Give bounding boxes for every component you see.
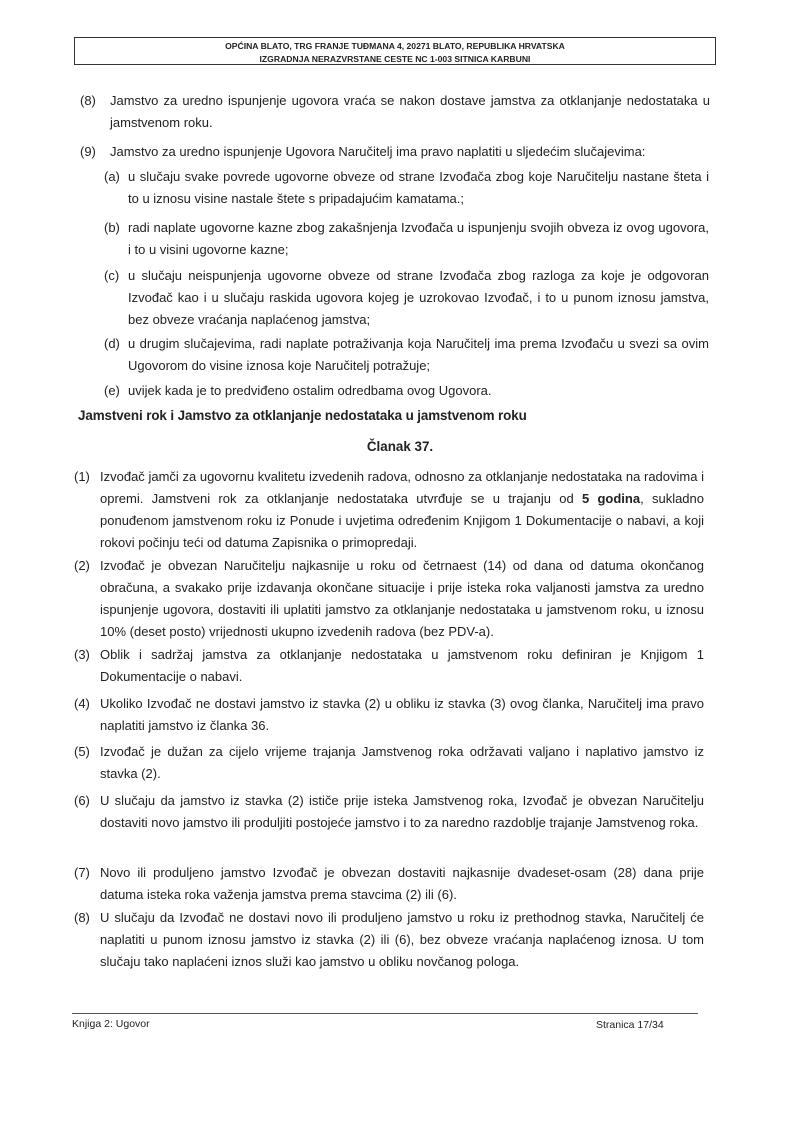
item-text: U slučaju da Izvođač ne dostavi novo ili produljeno jamstvo u roku iz prethodnog stavka, Naručitelj će naplatiti u punom iznosu jamstvo iz stavka (2) ili (6), bez obveze vraćanja naplaćenog iznosa. U tom slučaju tako naplaćeni iznos služi kao jamstvo u obliku novčanog pologa. bbox=[100, 910, 704, 969]
item-number: (1) bbox=[74, 469, 90, 484]
sub-list-item bbox=[104, 217, 709, 261]
list-item bbox=[74, 907, 704, 973]
sub-list-item bbox=[104, 333, 709, 377]
item-text: Ukoliko Izvođač ne dostavi jamstvo iz stavka (2) u obliku iz stavka (3) ovog članka, Naručitelj ima pravo naplatiti jamstvo iz članka 36. bbox=[100, 696, 704, 733]
item-number: (8) bbox=[74, 910, 90, 925]
document-header bbox=[74, 37, 716, 65]
sub-list-item bbox=[104, 380, 709, 402]
sub-item-text: radi naplate ugovorne kazne zbog zakašnjenja Izvođača u ispunjenju svojih obveza iz ovog ugovora, i to u visini ugovorne kazne; bbox=[128, 220, 709, 257]
item-number: (5) bbox=[74, 744, 90, 759]
footer-page-number: Stranica 17/34 bbox=[596, 1019, 664, 1031]
item-number: (8) bbox=[80, 93, 96, 108]
sub-item-letter: (e) bbox=[104, 383, 120, 398]
item-text: U slučaju da jamstvo iz stavka (2) ističe prije isteka Jamstvenog roka, Izvođač je obvezan Naručitelju dostaviti novo jamstvo ili produljiti postojeće jamstvo i to za naredno razdoblje trajanje Jamstvenog roka. bbox=[100, 793, 704, 830]
item-text: Oblik i sadržaj jamstva za otklanjanje nedostataka u jamstvenom roku definiran je Knjigom 1 Dokumentacije o nabavi. bbox=[100, 647, 704, 684]
list-item bbox=[74, 466, 704, 554]
item-text-part: , sukladno ponuđenom jamstvenom roku iz Ponude i uvjetima određenim Knjigom 1 Dokumentacije o nabavi, a koji rokovi počinju teći od datuma Zapisnika o primopredaji. bbox=[100, 491, 705, 550]
item-text: Jamstvo za uredno ispunjenje Ugovora Naručitelj ima pravo naplatiti u sljedećim slučajevima: bbox=[110, 144, 646, 159]
sub-list-item bbox=[104, 265, 709, 331]
item-text: Izvođač je dužan za cijelo vrijeme trajanja Jamstvenog roka održavati valjano i naplativo jamstvo iz stavka (2). bbox=[100, 744, 704, 781]
sub-list-item bbox=[104, 166, 709, 210]
item-number: (4) bbox=[74, 696, 90, 711]
sub-item-text: u slučaju svake povrede ugovorne obveze od strane Izvođača zbog koje Naručitelju nastane šteta i to u iznosu visine nastale štete s pripadajućim kamatama.; bbox=[128, 169, 709, 206]
list-item bbox=[80, 90, 710, 134]
item-number: (2) bbox=[74, 558, 90, 573]
sub-item-text: uvijek kada je to predviđeno ostalim odredbama ovog Ugovora. bbox=[128, 383, 492, 398]
section-heading: Jamstveni rok i Jamstvo za otklanjanje nedostataka u jamstvenom roku bbox=[78, 408, 527, 423]
article-title: Članak 37. bbox=[366, 439, 434, 454]
header-line-2: IZGRADNJA NERAZVRSTANE CESTE NC 1-003 SITNICA KARBUNI bbox=[259, 54, 531, 64]
item-text: Jamstvo za uredno ispunjenje ugovora vraća se nakon dostave jamstva za otklanjanje nedostataka u jamstvenom roku. bbox=[110, 93, 710, 130]
item-number: (7) bbox=[74, 865, 90, 880]
list-item bbox=[74, 790, 704, 834]
item-number: (6) bbox=[74, 793, 90, 808]
item-text: Novo ili produljeno jamstvo Izvođač je obvezan dostaviti najkasnije dvadeset-osam (28) dana prije datuma isteka roka važenja jamstva prema stavcima (2) ili (6). bbox=[100, 865, 704, 902]
sub-item-text: u slučaju neispunjenja ugovorne obveze od strane Izvođača zbog razloga za koje je odgovoran Izvođač kao i u slučaju raskida ugovora kojeg je uzrokovao Izvođač, i to u punom iznosu jamstva, bez obveze vraćanja naplaćenog jamstva; bbox=[128, 268, 709, 327]
sub-item-letter: (a) bbox=[104, 169, 120, 184]
item-text-part: Izvođač jamči za ugovornu kvalitetu izvedenih radova, odnosno za otklanjanje nedostataka na radovima i opremi. Jamstveni rok za otklanjanje nedostataka utvrđuje se u trajanju od bbox=[100, 469, 704, 506]
list-item bbox=[74, 555, 704, 643]
list-item bbox=[80, 141, 710, 163]
sub-item-letter: (d) bbox=[104, 336, 120, 351]
footer-book-label: Knjiga 2: Ugovor bbox=[72, 1018, 150, 1030]
sub-item-text: u drugim slučajevima, radi naplate potraživanja koja Naručitelj ima prema Izvođaču u svezi sa ovim Ugovorom do visine iznosa koje Naručitelj potražuje; bbox=[128, 336, 709, 373]
sub-item-letter: (c) bbox=[104, 268, 120, 283]
list-item bbox=[74, 644, 704, 688]
header-line-1: OPĆINA BLATO, TRG FRANJE TUĐMANA 4, 20271 BLATO, REPUBLIKA HRVATSKA bbox=[225, 41, 565, 51]
footer-divider bbox=[72, 1013, 698, 1014]
item-number: (9) bbox=[80, 144, 96, 159]
sub-item-letter: (b) bbox=[104, 220, 120, 235]
item-text: Izvođač je obvezan Naručitelju najkasnije u roku od četrnaest (14) od dana od datuma okončanog obračuna, a svakako prije izdavanja okončane situacije i prije isteka roka valjanosti jamstva za uredno ispunjenje ugovora, dostaviti ili uplatiti jamstvo za otklanjanje nedostataka u jamstvenom roku, u iznosu 10% (deset posto) vrijednosti ukupno izvedenih radova (bez PDV-a). bbox=[100, 558, 704, 639]
warranty-period: 5 godina bbox=[581, 491, 641, 506]
list-item bbox=[74, 862, 704, 906]
item-number: (3) bbox=[74, 647, 90, 662]
list-item bbox=[74, 693, 704, 737]
item-text bbox=[100, 466, 704, 554]
list-item bbox=[74, 741, 704, 785]
